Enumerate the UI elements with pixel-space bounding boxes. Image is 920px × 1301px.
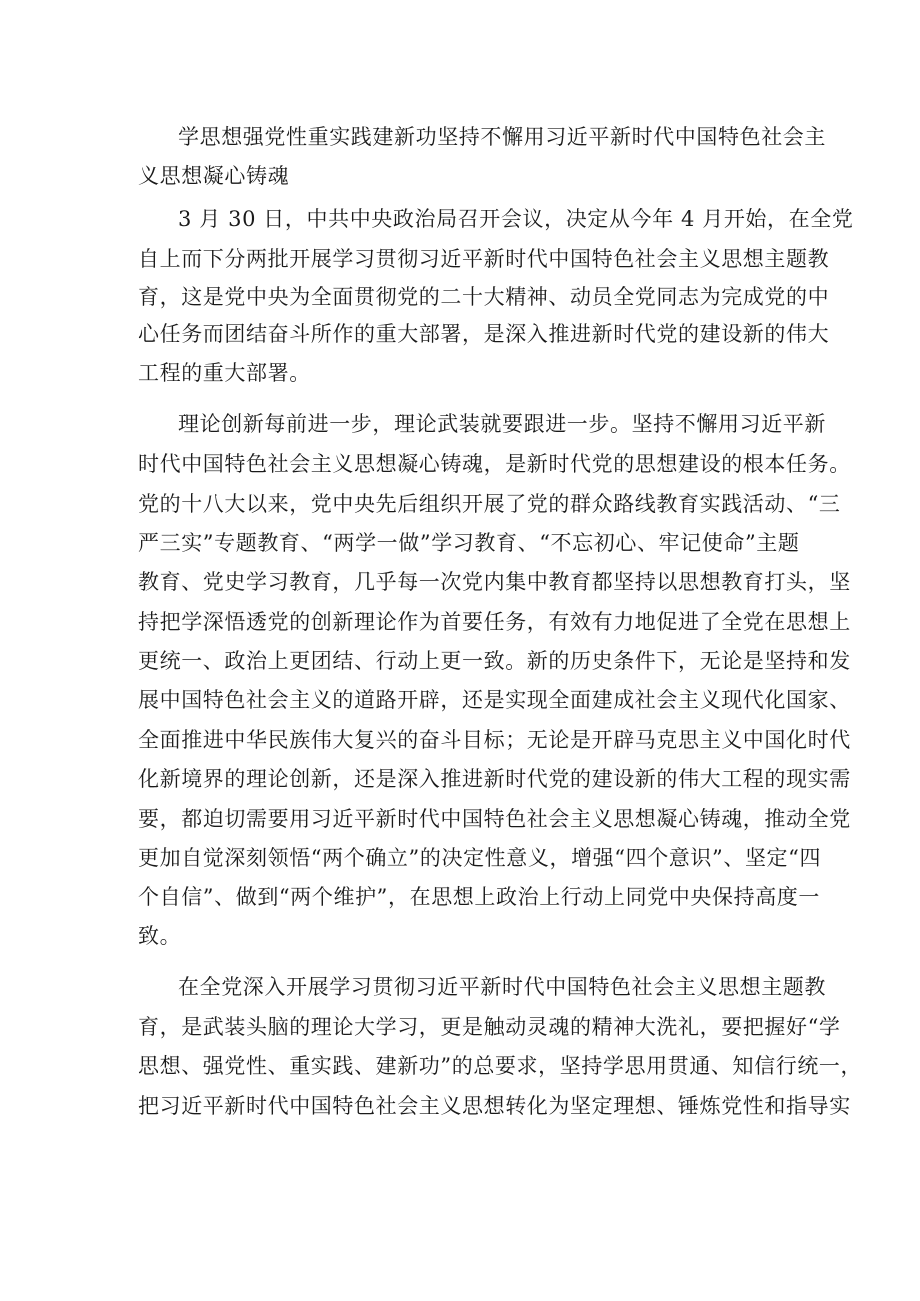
- paragraph-line: 把习近平新时代中国特色社会主义思想转化为坚定理想、锤炼党性和指导实: [138, 1094, 851, 1118]
- paragraph-line: 持把学深悟透党的创新理论作为首要任务，有效有力地促进了全党在思想上: [138, 610, 851, 634]
- paragraph-line: 严三实”专题教育、“两学一做”学习教育、“不忘初心、牢记使命”主题: [138, 531, 800, 555]
- paragraph-line: 致。: [138, 924, 182, 948]
- paragraph-line: 工程的重大部署。: [138, 361, 311, 385]
- paragraph-line: 要，都迫切需要用习近平新时代中国特色社会主义思想凝心铸魂，推动全党: [138, 807, 851, 831]
- paragraph-line: 心任务而团结奋斗所作的重大部署，是深入推进新时代党的建设新的伟大: [138, 322, 830, 346]
- paragraph-line: 全面推进中华民族伟大复兴的奋斗目标；无论是开辟马克思主义中国化时代: [138, 728, 851, 752]
- paragraph-line: 在全党深入开展学习贯彻习近平新时代中国特色社会主义思想主题教: [178, 975, 826, 999]
- paragraph-line: 时代中国特色社会主义思想凝心铸魂，是新时代党的思想建设的根本任务。: [138, 452, 851, 476]
- paragraph-line: 教育、党史学习教育，几乎每一次党内集中教育都坚持以思想教育打头，坚: [138, 570, 851, 594]
- paragraph-line: 理论创新每前进一步，理论武装就要跟进一步。坚持不懈用习近平新: [178, 412, 826, 436]
- paragraph-line: 展中国特色社会主义的道路开辟，还是实现全面建成社会主义现代化国家、: [138, 688, 851, 712]
- paragraph-line: 3 月 30 日，中共中央政治局召开会议，决定从今年 4 月开始，在全党: [178, 207, 854, 231]
- paragraph-line: 育，是武装头脑的理论大学习，更是触动灵魂的精神大洗礼，要把握好“学: [138, 1015, 841, 1039]
- paragraph-line: 更加自觉深刻领悟“两个确立”的决定性意义，增强“四个意识”、坚定“四: [138, 846, 822, 870]
- paragraph-line: 育，这是党中央为全面贯彻党的二十大精神、动员全党同志为完成党的中: [138, 285, 830, 309]
- paragraph-line: 个自信”、做到“两个维护”，在思想上政治上行动上同党中央保持高度一: [138, 885, 821, 909]
- document-title-line-2: 义思想凝心铸魂: [138, 164, 290, 188]
- paragraph-line: 化新境界的理论创新，还是深入推进新时代党的建设新的伟大工程的现实需: [138, 767, 851, 791]
- paragraph-line: 更统一、政治上更团结、行动上更一致。新的历史条件下，无论是坚持和发: [138, 649, 851, 673]
- paragraph-line: 党的十八大以来，党中央先后组织开展了党的群众路线教育实践活动、“三: [138, 492, 841, 516]
- document-title-line-1: 学思想强党性重实践建新功坚持不懈用习近平新时代中国特色社会主: [178, 125, 826, 149]
- paragraph-line: 思想、强党性、重实践、建新功”的总要求，坚持学思用贯通、知信行统一，: [138, 1054, 863, 1078]
- paragraph-line: 自上而下分两批开展学习贯彻习近平新时代中国特色社会主义思想主题教: [138, 247, 830, 271]
